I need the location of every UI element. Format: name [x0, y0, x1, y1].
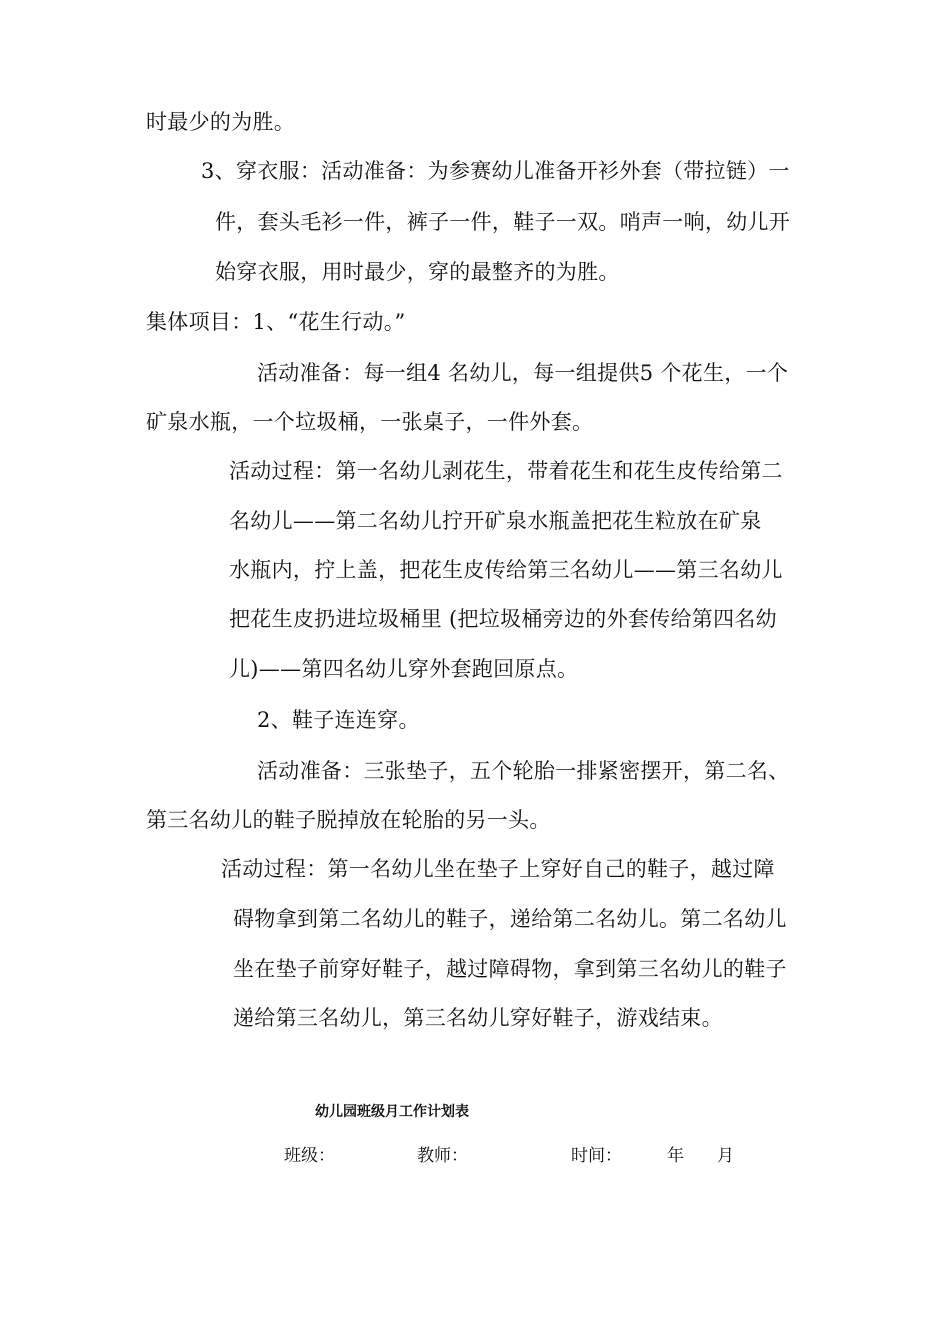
paragraph-line: 名幼儿——第二名幼儿拧开矿泉水瓶盖把花生粒放在矿泉 [229, 509, 762, 533]
paragraph-line: 活动准备：三张垫子，五个轮胎一排紧密摆开，第二名、 [257, 759, 790, 783]
teacher-label: 教师： [417, 1146, 468, 1166]
month-label: 月 [717, 1146, 734, 1166]
paragraph-line: 第三名幼儿的鞋子脱掉放在轮胎的另一头。 [146, 808, 551, 832]
year-label: 年 [667, 1146, 684, 1166]
class-label: 班级： [284, 1146, 335, 1166]
paragraph-line: 活动过程：第一名幼儿剥花生，带着花生和花生皮传给第二 [229, 459, 783, 483]
form-title: 幼儿园班级月工作计划表 [315, 1104, 469, 1120]
paragraph-line: 碍物拿到第二名幼儿的鞋子，递给第二名幼儿。第二名幼儿 [233, 907, 787, 931]
section-heading: 2、鞋子连连穿。 [257, 708, 420, 732]
paragraph-line: 把花生皮扔进垃圾桶里 (把垃圾桶旁边的外套传给第四名幼 [229, 607, 777, 631]
paragraph-line: 水瓶内，拧上盖，把花生皮传给第三名幼儿——第三名幼儿 [229, 558, 783, 582]
paragraph-line: 坐在垫子前穿好鞋子，越过障碍物，拿到第三名幼儿的鞋子 [233, 957, 787, 981]
paragraph-line: 件，套头毛衫一件，裤子一件，鞋子一双。哨声一响，幼儿开 [215, 210, 791, 234]
paragraph-line: 活动准备：每一组4 名幼儿，每一组提供5 个花生，一个 [257, 361, 789, 385]
paragraph-line: 3、穿衣服：活动准备：为参赛幼儿准备开衫外套（带拉链）一 [201, 159, 790, 183]
paragraph-line: 活动过程：第一名幼儿坐在垫子上穿好自己的鞋子，越过障 [221, 857, 775, 881]
paragraph-line: 矿泉水瓶，一个垃圾桶，一张桌子，一件外套。 [146, 410, 594, 434]
paragraph-line: 时最少的为胜。 [146, 110, 296, 134]
paragraph-line: 递给第三名幼儿，第三名幼儿穿好鞋子，游戏结束。 [233, 1006, 723, 1030]
paragraph-line: 儿)——第四名幼儿穿外套跑回原点。 [229, 657, 579, 681]
time-label: 时间： [571, 1146, 622, 1166]
paragraph-line: 始穿衣服，用时最少，穿的最整齐的为胜。 [215, 260, 620, 284]
section-heading: 集体项目：1、“花生行动。” [146, 310, 406, 334]
